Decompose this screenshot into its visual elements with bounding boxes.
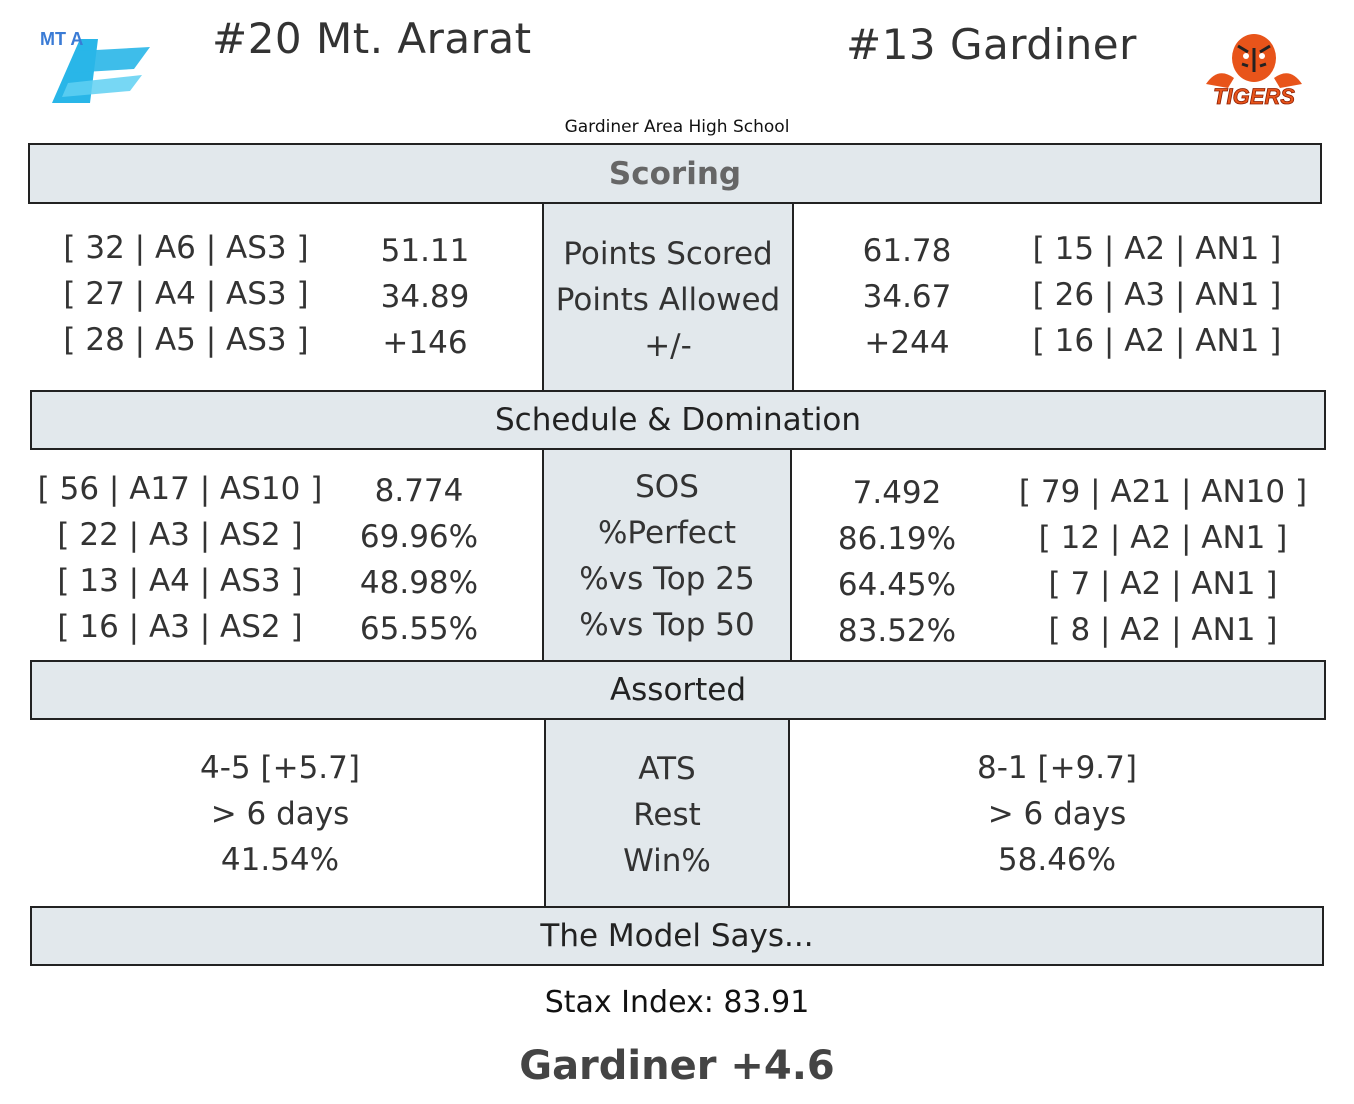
schedule-home-value: 83.52% [837, 613, 957, 649]
assorted-away-value: 4-5 [+5.7] [200, 750, 360, 786]
model-title: The Model Says... [540, 918, 814, 954]
scoring-away-value: +146 [382, 325, 468, 361]
scoring-home-value: 61.78 [862, 233, 952, 269]
schedule-home-value: 86.19% [837, 521, 957, 557]
away-team-name: #20 Mt. Ararat [212, 14, 532, 63]
scoring-away-rank: [ 32 | A6 | AS3 ] [63, 230, 309, 266]
away-logo-graphic [38, 25, 156, 107]
assorted-home-value: 8-1 [+9.7] [977, 750, 1137, 786]
scoring-label: Points Allowed [555, 282, 781, 318]
assorted-label: Win% [623, 843, 711, 879]
assorted-home-value: > 6 days [987, 796, 1127, 832]
venue-label: Gardiner Area High School [564, 117, 790, 137]
home-logo-text: TIGERS [1213, 84, 1295, 109]
scoring-home-rank: [ 26 | A3 | AN1 ] [1032, 277, 1282, 313]
tiger-icon [1198, 28, 1310, 112]
scoring-home-rank: [ 16 | A2 | AN1 ] [1032, 323, 1282, 359]
schedule-away-rank: [ 16 | A3 | AS2 ] [57, 609, 303, 645]
schedule-label: %vs Top 50 [579, 607, 755, 643]
schedule-home-value: 64.45% [837, 567, 957, 603]
schedule-label: %vs Top 25 [579, 561, 755, 597]
home-team-logo [1198, 28, 1310, 112]
schedule-away-rank: [ 56 | A17 | AS10 ] [37, 471, 323, 507]
scoring-away-value: 51.11 [380, 233, 470, 269]
away-logo-text: MT A [40, 29, 84, 49]
schedule-away-rank: [ 22 | A3 | AS2 ] [57, 517, 303, 553]
scoring-home-value: 34.67 [862, 279, 952, 315]
schedule-home-rank: [ 12 | A2 | AN1 ] [1038, 520, 1288, 556]
scoring-away-rank: [ 28 | A5 | AS3 ] [63, 322, 309, 358]
away-team-logo [38, 25, 156, 107]
schedule-away-value: 69.96% [359, 519, 479, 555]
model-header [30, 906, 1324, 966]
model-pick: Gardiner +4.6 [519, 1043, 835, 1089]
schedule-label: %Perfect [597, 515, 737, 551]
schedule-home-value: 7.492 [852, 475, 942, 511]
scoring-header [28, 143, 1322, 204]
assorted-label: ATS [638, 751, 696, 787]
schedule-home-rank: [ 8 | A2 | AN1 ] [1048, 612, 1278, 648]
home-team-name: #13 Gardiner [846, 20, 1137, 69]
stax-index: Stax Index: 83.91 [544, 985, 810, 1020]
schedule-header [30, 390, 1326, 450]
scoring-label: +/- [644, 328, 692, 364]
assorted-title: Assorted [609, 672, 747, 708]
scoring-title: Scoring [608, 155, 742, 192]
schedule-away-rank: [ 13 | A4 | AS3 ] [57, 563, 303, 599]
scoring-away-rank: [ 27 | A4 | AS3 ] [63, 276, 309, 312]
schedule-away-value: 48.98% [359, 565, 479, 601]
assorted-label: Rest [633, 797, 701, 833]
assorted-home-value: 58.46% [997, 842, 1117, 878]
assorted-header [30, 660, 1326, 720]
assorted-away-value: 41.54% [220, 842, 340, 878]
assorted-away-value: > 6 days [210, 796, 350, 832]
schedule-away-value: 8.774 [374, 473, 464, 509]
scoring-home-value: +244 [864, 325, 950, 361]
schedule-label: SOS [635, 469, 699, 505]
schedule-away-value: 65.55% [359, 611, 479, 647]
schedule-home-rank: [ 7 | A2 | AN1 ] [1048, 566, 1278, 602]
schedule-home-rank: [ 79 | A21 | AN10 ] [1018, 474, 1308, 510]
scoring-away-value: 34.89 [380, 279, 470, 315]
scoring-label: Points Scored [563, 236, 773, 272]
scoring-home-rank: [ 15 | A2 | AN1 ] [1032, 231, 1282, 267]
schedule-title: Schedule & Domination [494, 402, 861, 438]
